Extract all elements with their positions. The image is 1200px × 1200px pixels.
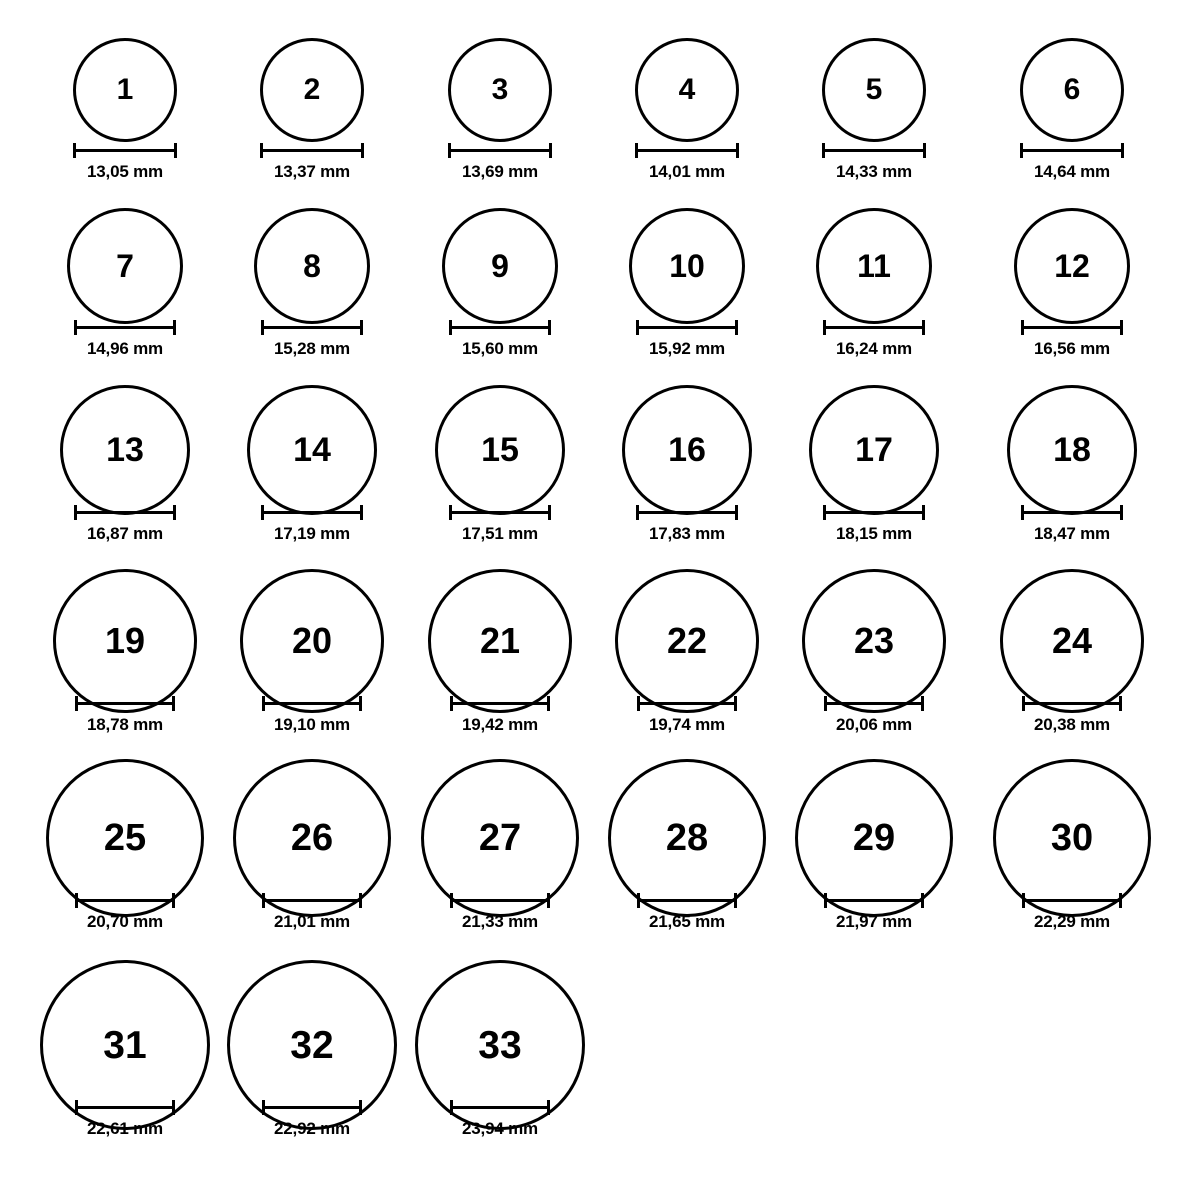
diameter-measure-bar bbox=[824, 696, 924, 710]
measure-cap-right bbox=[547, 893, 550, 908]
diameter-label: 15,28 mm bbox=[274, 339, 350, 358]
diameter-measure-bar bbox=[635, 143, 739, 157]
measure-line bbox=[74, 511, 176, 514]
ring-circle bbox=[1007, 385, 1137, 515]
diameter-label: 13,37 mm bbox=[274, 162, 350, 181]
diameter-measure-bar bbox=[74, 320, 176, 334]
measure-line bbox=[448, 149, 552, 152]
measure-cap-right bbox=[172, 1100, 175, 1115]
ring-circle bbox=[53, 569, 197, 713]
measure-cap-left bbox=[261, 505, 264, 520]
measure-line bbox=[823, 511, 925, 514]
ring-size-cell bbox=[435, 385, 565, 515]
measure-cap-right bbox=[735, 505, 738, 520]
ring-size-number: 12 bbox=[1054, 248, 1090, 284]
ring-size-number: 15 bbox=[481, 431, 519, 469]
measure-cap-left bbox=[823, 320, 826, 335]
ring-size-cell bbox=[809, 385, 939, 515]
ring-size-cell bbox=[254, 208, 370, 324]
measure-cap-right bbox=[1119, 696, 1122, 711]
diameter-label: 19,10 mm bbox=[274, 715, 350, 734]
measure-cap-right bbox=[172, 893, 175, 908]
measure-cap-left bbox=[75, 893, 78, 908]
ring-size-number: 23 bbox=[853, 620, 895, 661]
diameter-measure-bar bbox=[448, 143, 552, 157]
measure-cap-right bbox=[734, 696, 737, 711]
diameter-measure-bar bbox=[75, 1100, 175, 1114]
diameter-label: 15,92 mm bbox=[649, 339, 725, 358]
measure-line bbox=[73, 149, 177, 152]
ring-size-cell bbox=[802, 569, 946, 713]
measure-cap-left bbox=[636, 320, 639, 335]
ring-circle bbox=[1014, 208, 1130, 324]
ring-size-number: 2 bbox=[303, 73, 321, 106]
measure-cap-left bbox=[260, 143, 263, 158]
ring-size-number: 24 bbox=[1051, 620, 1093, 661]
measure-cap-left bbox=[450, 1100, 453, 1115]
ring-circle bbox=[802, 569, 946, 713]
diameter-measure-bar bbox=[1021, 505, 1123, 519]
diameter-label: 14,64 mm bbox=[1034, 162, 1110, 181]
diameter-measure-bar bbox=[450, 1100, 550, 1114]
ring-circle bbox=[615, 569, 759, 713]
ring-circle bbox=[73, 38, 177, 142]
diameter-measure-bar bbox=[1021, 320, 1123, 334]
ring-size-cell bbox=[615, 569, 759, 713]
measure-cap-left bbox=[1021, 320, 1024, 335]
ring-size-cell bbox=[67, 208, 183, 324]
ring-circle bbox=[435, 385, 565, 515]
diameter-measure-bar bbox=[823, 505, 925, 519]
measure-line bbox=[260, 149, 364, 152]
measure-cap-left bbox=[1022, 696, 1025, 711]
diameter-label: 19,74 mm bbox=[649, 715, 725, 734]
ring-size-number: 6 bbox=[1063, 73, 1081, 106]
measure-cap-left bbox=[1020, 143, 1023, 158]
measure-cap-left bbox=[448, 143, 451, 158]
measure-line bbox=[75, 1106, 175, 1109]
ring-size-number: 14 bbox=[293, 431, 331, 469]
ring-size-number: 10 bbox=[669, 248, 705, 284]
measure-line bbox=[822, 149, 926, 152]
ring-circle bbox=[816, 208, 932, 324]
ring-size-cell bbox=[1020, 38, 1124, 142]
ring-size-cell bbox=[1000, 569, 1144, 713]
measure-line bbox=[449, 326, 551, 329]
measure-cap-right bbox=[548, 320, 551, 335]
ring-circle bbox=[442, 208, 558, 324]
diameter-measure-bar bbox=[1020, 143, 1124, 157]
ring-size-number: 17 bbox=[855, 431, 893, 469]
measure-line bbox=[824, 702, 924, 705]
diameter-label: 21,01 mm bbox=[274, 912, 350, 931]
measure-cap-right bbox=[921, 893, 924, 908]
ring-circle bbox=[822, 38, 926, 142]
measure-cap-right bbox=[923, 143, 926, 158]
diameter-measure-bar bbox=[450, 893, 550, 907]
ring-circle bbox=[247, 385, 377, 515]
ring-size-cell bbox=[629, 208, 745, 324]
diameter-label: 15,60 mm bbox=[462, 339, 538, 358]
measure-cap-right bbox=[173, 505, 176, 520]
measure-cap-right bbox=[922, 320, 925, 335]
measure-cap-right bbox=[172, 696, 175, 711]
ring-size-number: 27 bbox=[478, 817, 522, 859]
diameter-label: 22,61 mm bbox=[87, 1119, 163, 1138]
ring-circle bbox=[1000, 569, 1144, 713]
measure-cap-right bbox=[734, 893, 737, 908]
ring-size-cell bbox=[1014, 208, 1130, 324]
ring-size-number: 1 bbox=[116, 73, 134, 106]
diameter-measure-bar bbox=[822, 143, 926, 157]
measure-line bbox=[635, 149, 739, 152]
measure-cap-right bbox=[360, 320, 363, 335]
ring-size-number: 32 bbox=[290, 1023, 334, 1067]
measure-line bbox=[449, 511, 551, 514]
measure-cap-left bbox=[450, 696, 453, 711]
ring-circle bbox=[240, 569, 384, 713]
measure-line bbox=[1021, 511, 1123, 514]
diameter-label: 16,24 mm bbox=[836, 339, 912, 358]
measure-cap-left bbox=[635, 143, 638, 158]
ring-size-number: 8 bbox=[303, 248, 321, 284]
ring-size-cell bbox=[635, 38, 739, 142]
measure-cap-right bbox=[735, 320, 738, 335]
ring-size-number: 26 bbox=[290, 817, 334, 859]
diameter-measure-bar bbox=[262, 1100, 362, 1114]
diameter-label: 21,97 mm bbox=[836, 912, 912, 931]
ring-circle bbox=[1020, 38, 1124, 142]
diameter-measure-bar bbox=[450, 696, 550, 710]
ring-size-number: 9 bbox=[491, 248, 509, 284]
measure-line bbox=[261, 511, 363, 514]
measure-cap-right bbox=[921, 696, 924, 711]
measure-cap-right bbox=[359, 696, 362, 711]
measure-cap-right bbox=[547, 1100, 550, 1115]
diameter-measure-bar bbox=[73, 143, 177, 157]
diameter-label: 17,83 mm bbox=[649, 524, 725, 543]
ring-circle bbox=[622, 385, 752, 515]
measure-cap-right bbox=[173, 320, 176, 335]
ring-size-number: 13 bbox=[106, 431, 144, 469]
ring-size-number: 4 bbox=[678, 73, 696, 106]
measure-cap-right bbox=[1120, 505, 1123, 520]
diameter-label: 20,06 mm bbox=[836, 715, 912, 734]
measure-line bbox=[824, 899, 924, 902]
measure-cap-left bbox=[74, 505, 77, 520]
measure-cap-right bbox=[736, 143, 739, 158]
diameter-label: 21,65 mm bbox=[649, 912, 725, 931]
ring-size-number: 25 bbox=[103, 817, 147, 859]
ring-circle bbox=[254, 208, 370, 324]
ring-size-number: 31 bbox=[103, 1023, 147, 1067]
diameter-measure-bar bbox=[824, 893, 924, 907]
diameter-label: 19,42 mm bbox=[462, 715, 538, 734]
ring-size-number: 29 bbox=[852, 817, 896, 859]
ring-size-number: 30 bbox=[1050, 817, 1094, 859]
measure-line bbox=[637, 899, 737, 902]
ring-size-cell bbox=[1007, 385, 1137, 515]
ring-size-cell bbox=[73, 38, 177, 142]
measure-cap-left bbox=[637, 696, 640, 711]
measure-cap-right bbox=[1121, 143, 1124, 158]
ring-size-number: 3 bbox=[491, 73, 509, 106]
measure-line bbox=[1020, 149, 1124, 152]
ring-size-number: 33 bbox=[478, 1023, 522, 1067]
diameter-label: 14,01 mm bbox=[649, 162, 725, 181]
diameter-label: 18,78 mm bbox=[87, 715, 163, 734]
measure-cap-left bbox=[1021, 505, 1024, 520]
ring-size-cell bbox=[822, 38, 926, 142]
measure-line bbox=[261, 326, 363, 329]
ring-size-cell bbox=[240, 569, 384, 713]
measure-line bbox=[636, 326, 738, 329]
measure-cap-right bbox=[361, 143, 364, 158]
diameter-measure-bar bbox=[1022, 696, 1122, 710]
measure-line bbox=[823, 326, 925, 329]
measure-cap-right bbox=[359, 893, 362, 908]
measure-cap-right bbox=[174, 143, 177, 158]
ring-size-cell bbox=[260, 38, 364, 142]
diameter-measure-bar bbox=[261, 505, 363, 519]
measure-line bbox=[262, 899, 362, 902]
ring-size-number: 20 bbox=[291, 620, 333, 661]
measure-line bbox=[637, 702, 737, 705]
measure-line bbox=[1021, 326, 1123, 329]
diameter-label: 14,33 mm bbox=[836, 162, 912, 181]
measure-line bbox=[75, 899, 175, 902]
ring-circle bbox=[428, 569, 572, 713]
ring-circle bbox=[809, 385, 939, 515]
diameter-measure-bar bbox=[260, 143, 364, 157]
diameter-measure-bar bbox=[74, 505, 176, 519]
measure-line bbox=[262, 702, 362, 705]
diameter-label: 14,96 mm bbox=[87, 339, 163, 358]
measure-cap-left bbox=[824, 696, 827, 711]
ring-size-cell bbox=[442, 208, 558, 324]
ring-size-number: 22 bbox=[666, 620, 708, 661]
measure-cap-left bbox=[449, 505, 452, 520]
diameter-label: 16,56 mm bbox=[1034, 339, 1110, 358]
measure-cap-left bbox=[262, 1100, 265, 1115]
ring-size-number: 5 bbox=[865, 73, 883, 106]
diameter-label: 18,15 mm bbox=[836, 524, 912, 543]
measure-cap-left bbox=[824, 893, 827, 908]
ring-circle bbox=[260, 38, 364, 142]
measure-cap-left bbox=[450, 893, 453, 908]
measure-cap-left bbox=[822, 143, 825, 158]
measure-line bbox=[450, 899, 550, 902]
diameter-measure-bar bbox=[261, 320, 363, 334]
diameter-measure-bar bbox=[75, 696, 175, 710]
measure-cap-left bbox=[74, 320, 77, 335]
measure-cap-right bbox=[547, 696, 550, 711]
diameter-measure-bar bbox=[449, 320, 551, 334]
measure-line bbox=[636, 511, 738, 514]
measure-line bbox=[450, 1106, 550, 1109]
measure-cap-left bbox=[449, 320, 452, 335]
ring-size-number: 18 bbox=[1053, 431, 1091, 469]
measure-line bbox=[75, 702, 175, 705]
diameter-label: 16,87 mm bbox=[87, 524, 163, 543]
ring-size-cell bbox=[53, 569, 197, 713]
measure-cap-right bbox=[922, 505, 925, 520]
measure-line bbox=[74, 326, 176, 329]
ring-circle bbox=[67, 208, 183, 324]
diameter-measure-bar bbox=[262, 893, 362, 907]
diameter-measure-bar bbox=[823, 320, 925, 334]
measure-cap-right bbox=[359, 1100, 362, 1115]
ring-size-cell bbox=[816, 208, 932, 324]
ring-size-number: 19 bbox=[104, 620, 146, 661]
ring-circle bbox=[635, 38, 739, 142]
diameter-label: 20,70 mm bbox=[87, 912, 163, 931]
measure-line bbox=[262, 1106, 362, 1109]
measure-cap-left bbox=[1022, 893, 1025, 908]
diameter-label: 17,19 mm bbox=[274, 524, 350, 543]
measure-cap-left bbox=[262, 893, 265, 908]
ring-size-number: 21 bbox=[479, 620, 521, 661]
diameter-measure-bar bbox=[637, 696, 737, 710]
measure-line bbox=[450, 702, 550, 705]
measure-cap-left bbox=[823, 505, 826, 520]
ring-size-number: 16 bbox=[668, 431, 706, 469]
diameter-measure-bar bbox=[636, 505, 738, 519]
ring-size-cell bbox=[247, 385, 377, 515]
measure-cap-left bbox=[73, 143, 76, 158]
diameter-label: 23,94 mm bbox=[462, 1119, 538, 1138]
diameter-label: 13,05 mm bbox=[87, 162, 163, 181]
diameter-label: 22,29 mm bbox=[1034, 912, 1110, 931]
ring-size-number: 11 bbox=[857, 248, 891, 284]
ring-size-number: 28 bbox=[665, 817, 709, 859]
measure-line bbox=[1022, 899, 1122, 902]
measure-line bbox=[1022, 702, 1122, 705]
measure-cap-left bbox=[636, 505, 639, 520]
diameter-label: 17,51 mm bbox=[462, 524, 538, 543]
ring-size-number: 7 bbox=[116, 248, 134, 284]
ring-size-cell bbox=[428, 569, 572, 713]
measure-cap-right bbox=[549, 143, 552, 158]
diameter-label: 22,92 mm bbox=[274, 1119, 350, 1138]
measure-cap-right bbox=[548, 505, 551, 520]
ring-circle bbox=[60, 385, 190, 515]
diameter-label: 18,47 mm bbox=[1034, 524, 1110, 543]
measure-cap-left bbox=[75, 1100, 78, 1115]
diameter-measure-bar bbox=[449, 505, 551, 519]
diameter-measure-bar bbox=[637, 893, 737, 907]
measure-cap-left bbox=[637, 893, 640, 908]
diameter-measure-bar bbox=[1022, 893, 1122, 907]
ring-size-cell bbox=[622, 385, 752, 515]
diameter-measure-bar bbox=[636, 320, 738, 334]
measure-cap-right bbox=[360, 505, 363, 520]
ring-circle bbox=[448, 38, 552, 142]
ring-size-cell bbox=[448, 38, 552, 142]
measure-cap-left bbox=[75, 696, 78, 711]
measure-cap-right bbox=[1119, 893, 1122, 908]
ring-circle bbox=[629, 208, 745, 324]
diameter-label: 20,38 mm bbox=[1034, 715, 1110, 734]
diameter-measure-bar bbox=[262, 696, 362, 710]
measure-cap-right bbox=[1120, 320, 1123, 335]
measure-cap-left bbox=[261, 320, 264, 335]
diameter-measure-bar bbox=[75, 893, 175, 907]
diameter-label: 21,33 mm bbox=[462, 912, 538, 931]
measure-cap-left bbox=[262, 696, 265, 711]
ring-size-cell bbox=[60, 385, 190, 515]
diameter-label: 13,69 mm bbox=[462, 162, 538, 181]
